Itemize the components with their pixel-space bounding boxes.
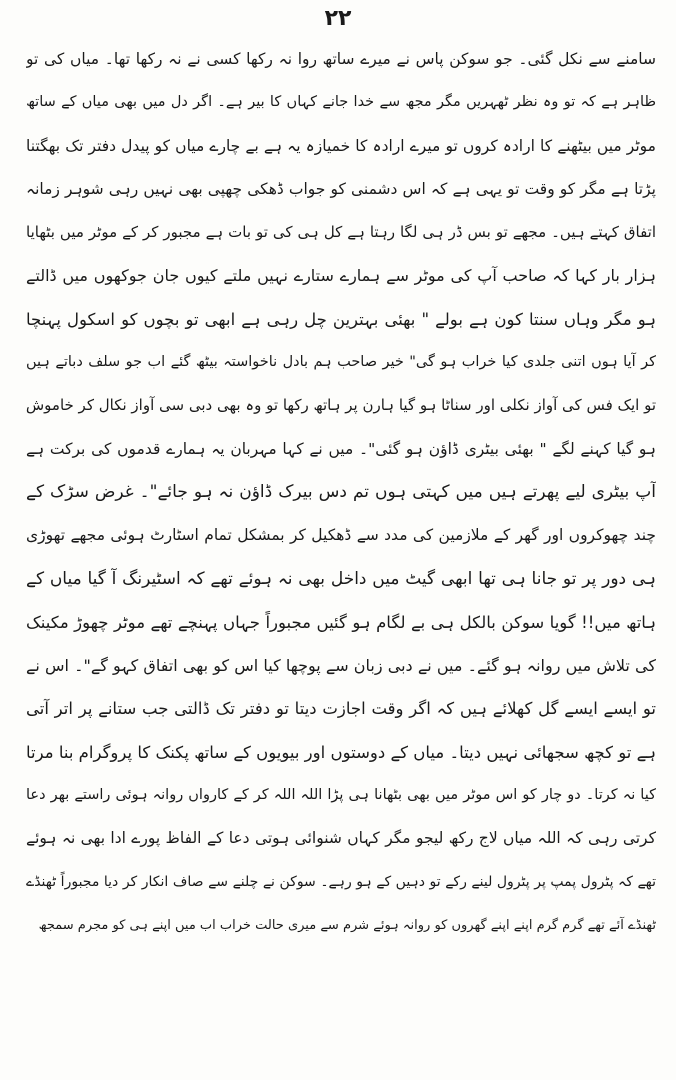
text-line: کی تلاش میں روانہ ہو گئے۔ میں نے دبی زبان سے پوچھا کیا اس کو بھی اتفاق کہو گے"۔ اس نے bbox=[26, 656, 656, 676]
text-line: موٹر میں بیٹھنے کا ارادہ کروں تو میرے ارادہ کا خمیازہ یہ ہے بے چارے میاں کو پیدل دفتر تک بھگتنا bbox=[26, 136, 656, 155]
text-line: آپ بیٹری لیے پھرتے ہیں میں کہتی ہوں تم دس بیرک ڈاؤن نہ ہو جائے"۔ غرض سڑک کے bbox=[26, 481, 656, 502]
text-line: پڑتا ہے مگر کو وقت تو یہی ہے کہ اس دشمنی کو جواب ڈھکی چھپی بھی نہیں رہی شوہر زمانہ bbox=[26, 179, 656, 198]
urdu-text-body bbox=[26, 38, 656, 947]
text-line: اتفاق کہتے ہیں۔ مجھے تو بس ڈر ہی لگا رہتا ہے کل ہی کی تو بات ہے مجبور کر کے موٹر میں بٹھایا bbox=[26, 223, 656, 242]
text-line: تو ایک فس کی آواز نکلی اور سناٹا ہو گیا ہارن پر ہاتھ رکھا تو وہ بھی دبی سی آواز نکال کر خاموش bbox=[26, 396, 656, 415]
text-line: ہزار بار کہا کہ صاحب آپ کی موٹر سے ہمارے ستارے نہیں ملتے کیوں جان جوکھوں میں ڈالتے bbox=[26, 266, 656, 286]
text-line: سامنے سے نکل گئی۔ جو سوکن پاس نے میرے ساتھ روا نہ رکھا کسی نے نہ رکھا تھا۔ میاں کی تو bbox=[26, 50, 656, 68]
text-line: کر آیا ہوں اتنی جلدی کیا خراب ہو گی" خیر صاحب ہم بادل ناخواستہ بیٹھ گئے اب جو سلف دباتے ہیں bbox=[26, 354, 656, 371]
text-line: ہی دور پر تو جانا ہی تھا ابھی گیٹ میں داخل بھی نہ ہوئے تھے کہ اسٹیرنگ آ گیا میاں کے bbox=[26, 568, 656, 589]
text-line: ہے تو کچھ سجھائی نہیں دیتا۔ میاں کے دوستوں اور بیویوں کے ساتھ پکنک کا پروگرام بنا مرتا bbox=[26, 742, 656, 762]
text-line: ٹھنڈے آئے تھے گرم گرم اپنے اپنے گھروں کو روانہ ہوئے شرم سے میری حالت خراب اب میں اپنے ہی کو مجرم سمجھ bbox=[38, 917, 656, 933]
page-number: ۲۲ bbox=[324, 6, 352, 31]
text-line: تھے کہ پٹرول پمپ پر پٹرول لینے رکے تو دہیں کے ہو رہے۔ سوکن نے چلنے سے صاف انکار کر دیا مجبوراً ٹھنڈے bbox=[26, 873, 656, 890]
text-line: ہو مگر وہاں سنتا کون ہے بولے " بھئی بہترین چل رہی ہے ابھی تو بچوں کو اسکول پہنچا bbox=[26, 309, 656, 329]
text-line: تو ایسے ایسے گل کھلائے ہیں کہ اگر وقت اجازت دیتا تو دفتر تک ڈالتی جب ستانے پر اتر آتی bbox=[26, 699, 656, 719]
text-line: کیا نہ کرتا۔ دو چار کو اس موٹر میں بھی بٹھانا ہی پڑا اللہ اللہ کر کے کارواں روانہ ہوئی راستے بھر دعا bbox=[26, 787, 656, 804]
text-line: ہو گیا کہنے لگے " بھئی بیٹری ڈاؤن ہو گئی"۔ میں نے کہا مہربان یہ ہمارے قدموں کی برکت ہے bbox=[26, 439, 656, 458]
text-line: چند چھوکروں اور گھر کے ملازمین کی مدد سے ڈھکیل کر بمشکل تمام اسٹارٹ ہوئی مجھے تھوڑی bbox=[26, 526, 656, 545]
text-line: ظاہر ہے کہ تو وہ نظر ٹھہریں مگر مجھ سے خدا جانے کہاں کا بیر ہے۔ اگر دل میں بھی میاں کے ساتھ bbox=[26, 94, 656, 111]
text-line: کرتی رہی کہ اللہ میاں لاج رکھ لیجو مگر کہاں شنوائی ہوتی دعا کے الفاظ پورے ادا بھی نہ ہوئے bbox=[26, 829, 656, 848]
text-line: ہاتھ میں!! گویا سوکن بالکل ہی بے لگام ہو گئیں مجبوراً جہاں پہنچے تھے موٹر چھوڑ مکینک bbox=[26, 612, 656, 632]
